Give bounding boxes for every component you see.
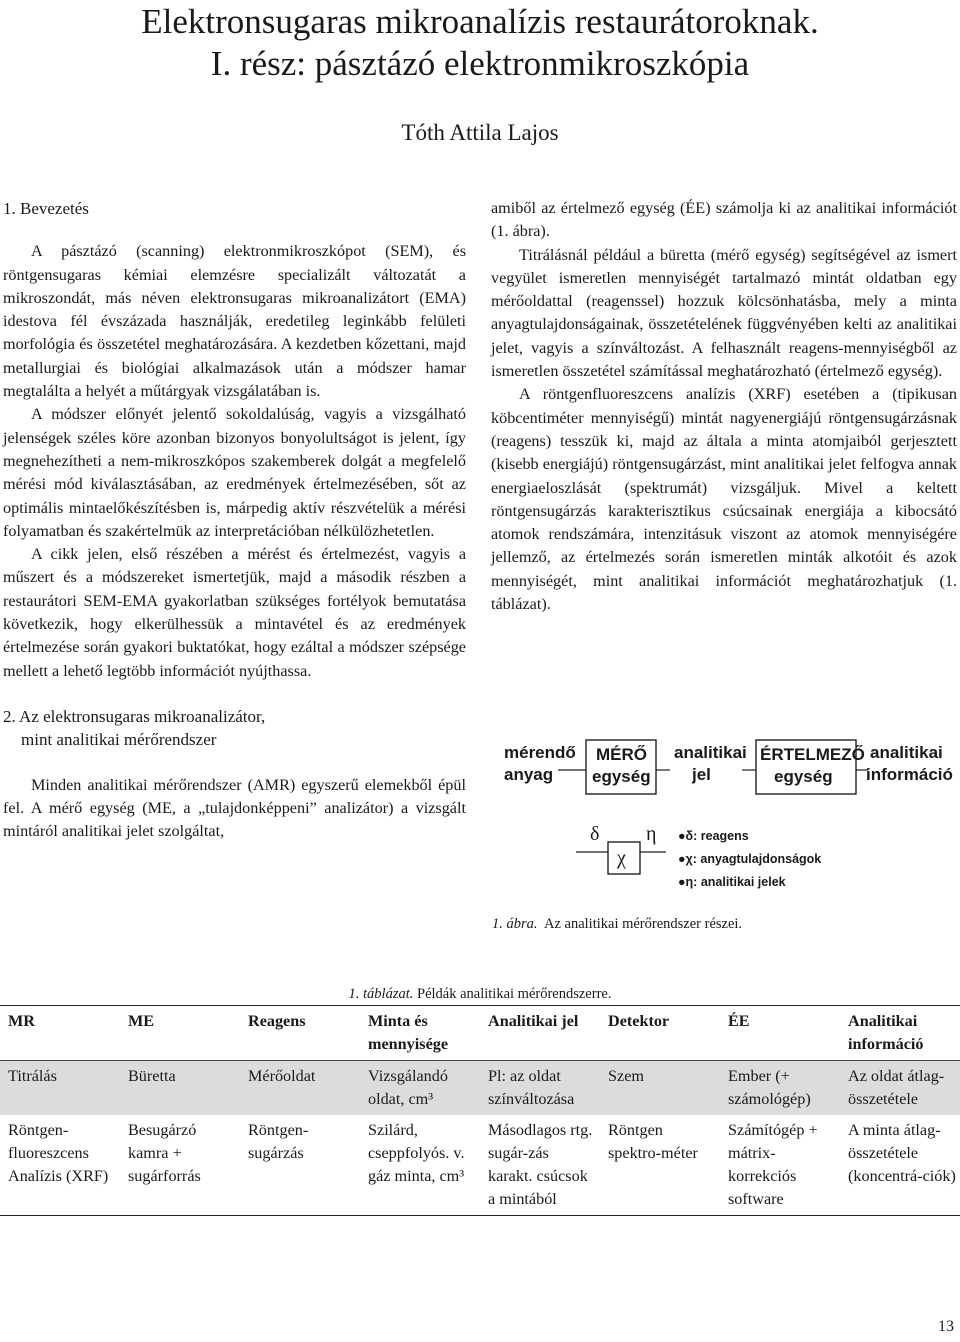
table-cell: Röntgen spektro-méter <box>600 1115 720 1216</box>
table-cell: Titrálás <box>0 1061 120 1116</box>
table-cell: Másodlagos rtg. sugár-zás karakt. csúcsok a mintából <box>480 1115 600 1216</box>
right-paragraph-1: Titrálásnál például a büretta (mérő egység) segítségével az ismert vegyület ismeretlen mennyiségét tartalmazó mintát oldatban egy mérőoldattal (reagenssel) hozzuk kölcsönhatásba, mely a minta anyagtulajdonságainak, összetételének függvényében kelti az analitikai jelet, vagyis a színváltozást. A felhasznált reagens-mennyiségből az ismeretlen összetétel számítással meghatározható (értelmező egység). <box>491 245 957 381</box>
table-row <box>0 1061 960 1116</box>
fig-symbol-delta: δ <box>590 823 600 845</box>
figure-caption-label: 1. ábra. <box>492 916 538 932</box>
page-number: 13 <box>938 1318 954 1335</box>
table-header-row <box>0 1006 960 1061</box>
table-cell: Besugárzó kamra + sugárforrás <box>120 1115 240 1216</box>
section1-paragraph-3: A cikk jelen, első részében a mérést és értelmezést, vagyis a műszert és a módszereket ismertetjük, majd a második részben a restaurátori SEM-EMA gyakorlatban szükséges fortélyok bemutatása következik, hogy elkerülhessük a mintavétel és az eredmények értelmezése során gyakori buktatókat, hogy ezáltal a módszer szépsége mellett a lehető legtöbb információt nyújthassa. <box>3 545 466 680</box>
table-cell: Röntgen-fluoreszcens Analízis (XRF) <box>0 1115 120 1216</box>
fig-box5-line2: információ <box>866 765 953 784</box>
table-cell: Röntgen-sugárzás <box>240 1115 360 1216</box>
table-header: Detektor <box>600 1006 720 1061</box>
fig-symbol-chi: χ <box>617 847 626 869</box>
figure-caption-text: Az analitikai mérőrendszer részei. <box>543 916 743 932</box>
table-cell: Büretta <box>120 1061 240 1116</box>
table-header: Reagens <box>240 1006 360 1061</box>
right-paragraph-0: amiből az értelmező egység (ÉE) számolja ki az analitikai információt (1. ábra). <box>491 199 957 241</box>
table-caption <box>0 986 960 1003</box>
fig-legend-3: ●η: analitikai jelek <box>678 875 786 889</box>
author: Tóth Attila Lajos <box>401 120 559 145</box>
section2-heading-line1: 2. Az elektronsugaras mikroanalizátor, <box>3 706 266 726</box>
section1-paragraph-2: A módszer előnyét jelentő sokoldalúság, vagyis a vizsgálható jelenségek széles köre azonban bizonyos bonyolultságot is jelent, így megnehezítheti a nem-mikroszkópos szakemberek dolgát a megfelelő mérési mód kiválasztásában, az eredmények értelmezésében, sőt az optimális mintaelőkészítésben is, márpedig aktív részvételük a mérési folyamatban és szakértelmük az interpretációban nélkülözhetetlen. <box>3 405 466 540</box>
table-header: MR <box>0 1006 120 1061</box>
table-cell: Mérőoldat <box>240 1061 360 1116</box>
table-header: Minta és mennyisége <box>360 1006 480 1061</box>
table-caption-label: 1. táblázat. <box>348 986 414 1002</box>
table-cell: Szilárd, cseppfolyós. v. gáz minta, cm³ <box>360 1115 480 1216</box>
article-title-line1: Elektronsugaras mikroanalízis restaurátoroknak. <box>141 2 819 41</box>
table-cell: Ember (+ számológép) <box>720 1061 840 1116</box>
section2-heading-line2: mint analitikai mérőrendszer <box>21 730 217 750</box>
article-title-line2: I. rész: pásztázó elektronmikroszkópia <box>210 44 750 83</box>
right-column <box>491 197 957 616</box>
section2-paragraph-1: Minden analitikai mérőrendszer (AMR) egyszerű elemekből épül fel. A mérő egység (ME, a „tulajdonképpeni” analizátor) a vizsgált mintáról analitikai jelet szolgáltat, <box>3 775 466 841</box>
left-column <box>3 197 466 843</box>
table-header: ÉE <box>720 1006 840 1061</box>
fig-legend-1: ●δ: reagens <box>678 829 749 843</box>
fig-box1-line1: mérendő <box>504 743 576 762</box>
table-header: ME <box>120 1006 240 1061</box>
table-row <box>0 1115 960 1216</box>
fig-legend-2: ●χ: anyagtulajdonságok <box>678 852 822 866</box>
fig-box2-line2: egység <box>592 767 651 786</box>
fig-box5-line1: analitikai <box>870 743 943 762</box>
fig-symbol-eta: η <box>646 823 657 845</box>
table-caption-text: Példák analitikai mérőrendszerre. <box>413 986 612 1002</box>
measurement-system-figure <box>498 730 958 900</box>
table-cell: Szem <box>600 1061 720 1116</box>
table-cell: Az oldat átlag-összetétele <box>840 1061 960 1116</box>
fig-box4-line1: ÉRTELMEZŐ <box>760 745 865 764</box>
example-table <box>0 1005 960 1216</box>
fig-box3-line2: jel <box>692 765 711 784</box>
table-cell: Számítógép + mátrix-korrekciós software <box>720 1115 840 1216</box>
table-header: Analitikai jel <box>480 1006 600 1061</box>
table-cell: A minta átlag-összetétele (koncentrá-ciók) <box>840 1115 960 1216</box>
figure-caption <box>492 916 742 933</box>
section1-heading: 1. Bevezetés <box>3 199 89 218</box>
right-paragraph-2: A röntgenfluoreszcens analízis (XRF) esetében a (tipikusan köbcentiméter mennyiségű) mintát nagyenergiájú röntgensugárzásnak (reagens) tesszük ki, majd az általa a minta atomjaiból gerjesztett (kisebb energiájú) röntgensugárzást, mint analitikai jelet felfogva annak energiaeloszlását (spektrumát) vizsgáljuk. Mivel a keltett röntgensugárzás karakterisztikus csúcsainak energiája a kibocsátó atomok rendszámára, intenzitásuk viszont az atomok mennyiségére jellemző, az értelmezés során ismeretlen minták alkotóit és azok mennyiségét, mint analitikai információt meghatározhatjuk (1. táblázat). <box>491 385 957 614</box>
fig-box1-line2: anyag <box>504 765 554 784</box>
fig-box4-line2: egység <box>774 767 833 786</box>
table-cell: Pl: az oldat színváltozása <box>480 1061 600 1116</box>
table-header: Analitikai információ <box>840 1006 960 1061</box>
fig-box2-line1: MÉRŐ <box>596 745 647 764</box>
section1-paragraph-1: A pásztázó (scanning) elektronmikroszkópot (SEM), és röntgensugaras kémiai elemzésre specializált változatát a mikroszondát, más néven elektronsugaras mikroanalizátort (EMA) idestova fél évszázada használják, eredetileg leginkább felületi morfológia és összetétel meghatározására. A kezdetben kőzettani, majd metallurgiai és biológiai alkalmazások után a módszer hamar megtalálta a helyét a műtárgyak vizsgálatában is. <box>3 242 466 401</box>
table-cell: Vizsgálandó oldat, cm³ <box>360 1061 480 1116</box>
fig-box3-line1: analitikai <box>674 743 747 762</box>
